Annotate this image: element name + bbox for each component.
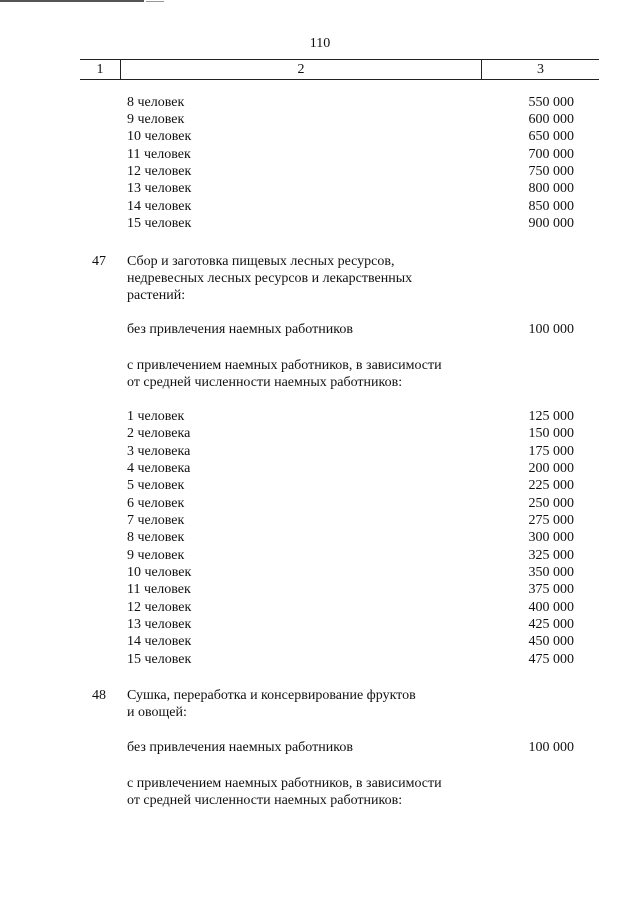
list-item-label: 15 человек bbox=[127, 216, 192, 231]
item-title-line: недревесных лесных ресурсов и лекарственных bbox=[127, 271, 413, 286]
table-header bbox=[80, 59, 599, 80]
list-item-value: 250 000 bbox=[528, 496, 574, 511]
list-item-label: 8 человек bbox=[127, 95, 185, 110]
header-col-1: 1 bbox=[80, 60, 121, 79]
list-item-label: 9 человек bbox=[127, 548, 185, 563]
page-number: 110 bbox=[309, 36, 331, 51]
list-item-value: 900 000 bbox=[528, 216, 574, 231]
with-hired-line: от средней численности наемных работников: bbox=[127, 793, 403, 808]
list-item-value: 650 000 bbox=[528, 129, 574, 144]
item-title-line: растений: bbox=[127, 288, 186, 303]
list-item-label: 14 человек bbox=[127, 199, 192, 214]
top-rule-fragment bbox=[146, 1, 164, 2]
list-item-label: 5 человек bbox=[127, 478, 185, 493]
list-item-value: 325 000 bbox=[528, 548, 574, 563]
list-item-value: 700 000 bbox=[528, 147, 574, 162]
list-item-value: 450 000 bbox=[528, 634, 574, 649]
item-number: 48 bbox=[92, 688, 106, 703]
list-item-label: 4 человека bbox=[127, 461, 191, 476]
list-item-value: 200 000 bbox=[528, 461, 574, 476]
list-item-label: 6 человек bbox=[127, 496, 185, 511]
list-item-label: 2 человека bbox=[127, 426, 191, 441]
list-item-value: 550 000 bbox=[528, 95, 574, 110]
list-item-label: 1 человек bbox=[127, 409, 185, 424]
without-hired-label: без привлечения наемных работников bbox=[127, 740, 353, 755]
list-item-label: 7 человек bbox=[127, 513, 185, 528]
list-item-label: 13 человек bbox=[127, 181, 192, 196]
header-col-2: 2 bbox=[121, 60, 482, 79]
list-item-label: 9 человек bbox=[127, 112, 185, 127]
list-item-label: 13 человек bbox=[127, 617, 192, 632]
list-item-label: 15 человек bbox=[127, 652, 192, 667]
list-item-label: 8 человек bbox=[127, 530, 185, 545]
header-col-3: 3 bbox=[537, 62, 544, 77]
list-item-value: 375 000 bbox=[528, 582, 574, 597]
list-item-value: 425 000 bbox=[528, 617, 574, 632]
item-title-line: Сушка, переработка и консервирование фруктов bbox=[127, 688, 416, 703]
list-item-value: 400 000 bbox=[528, 600, 574, 615]
list-item-label: 12 человек bbox=[127, 600, 192, 615]
list-item-value: 225 000 bbox=[528, 478, 574, 493]
list-item-label: 10 человек bbox=[127, 129, 192, 144]
list-item-label: 14 человек bbox=[127, 634, 192, 649]
with-hired-line: с привлечением наемных работников, в зависимости bbox=[127, 358, 442, 373]
without-hired-value: 100 000 bbox=[528, 740, 574, 755]
list-item-label: 12 человек bbox=[127, 164, 192, 179]
item-number: 47 bbox=[92, 254, 106, 269]
list-item-value: 750 000 bbox=[528, 164, 574, 179]
with-hired-line: с привлечением наемных работников, в зависимости bbox=[127, 776, 442, 791]
list-item-value: 275 000 bbox=[528, 513, 574, 528]
list-item-value: 475 000 bbox=[528, 652, 574, 667]
list-item-label: 3 человека bbox=[127, 444, 191, 459]
list-item-label: 11 человек bbox=[127, 582, 191, 597]
list-item-value: 800 000 bbox=[528, 181, 574, 196]
list-item-value: 150 000 bbox=[528, 426, 574, 441]
list-item-value: 850 000 bbox=[528, 199, 574, 214]
without-hired-value: 100 000 bbox=[528, 322, 574, 337]
without-hired-label: без привлечения наемных работников bbox=[127, 322, 353, 337]
item-title-line: Сбор и заготовка пищевых лесных ресурсов, bbox=[127, 254, 395, 269]
with-hired-line: от средней численности наемных работников: bbox=[127, 375, 403, 390]
top-rule bbox=[0, 0, 144, 2]
list-item-label: 10 человек bbox=[127, 565, 192, 580]
list-item-value: 125 000 bbox=[528, 409, 574, 424]
list-item-value: 600 000 bbox=[528, 112, 574, 127]
list-item-value: 300 000 bbox=[528, 530, 574, 545]
item-title-line: и овощей: bbox=[127, 705, 187, 720]
list-item-label: 11 человек bbox=[127, 147, 191, 162]
list-item-value: 175 000 bbox=[528, 444, 574, 459]
list-item-value: 350 000 bbox=[528, 565, 574, 580]
